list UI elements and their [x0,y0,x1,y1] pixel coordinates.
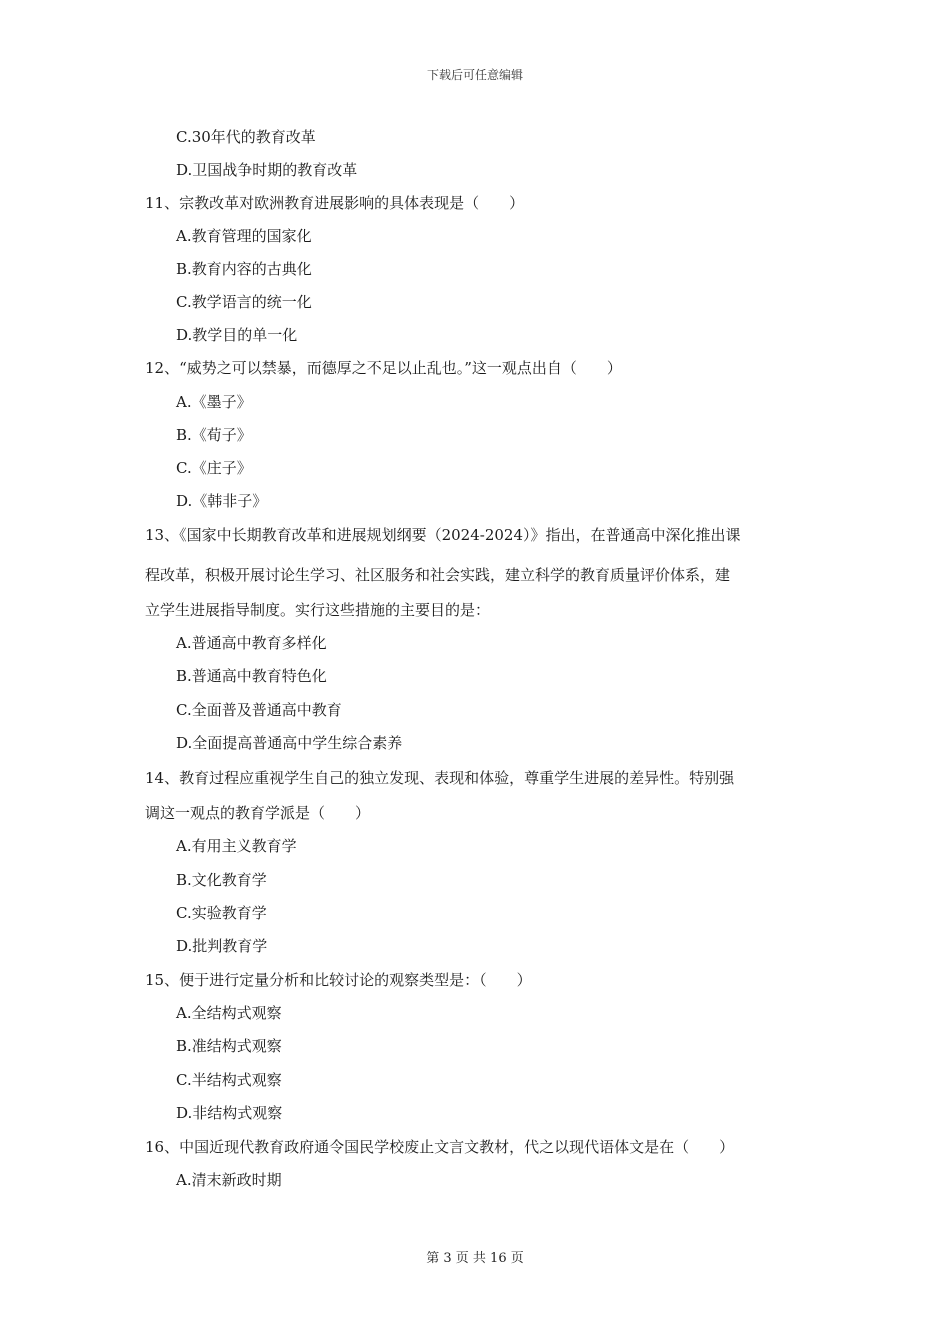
option-text: D.批判教育学 [176,937,268,955]
question-text: 程改革，积极开展讨论生学习、社区服务和社会实践，建立科学的教育质量评价体系，建 [145,566,731,584]
option-text: D.《韩非子》 [176,492,268,510]
option-text: D.非结构式观察 [176,1104,283,1122]
question-text: 13、《国家中长期教育改革和进展规划纲要（2024-2024）》指出，在普通高中深化推出课 [145,526,741,544]
page-footer: 第 3 页 共 16 页 [426,1251,524,1266]
question-text: 12、“威势之可以禁暴，而德厚之不足以止乱也。”这一观点出自（ ） [145,359,622,377]
option-text: D.卫国战争时期的教育改革 [176,161,358,179]
question-text: 15、便于进行定量分析和比较讨论的观察类型是：（ ） [145,971,532,989]
option-text: A.《墨子》 [176,393,252,411]
option-text: C.半结构式观察 [176,1071,282,1089]
option-text: D.全面提高普通高中学生综合素养 [176,734,403,752]
option-text: A.全结构式观察 [176,1004,282,1022]
question-text: 16、中国近现代教育政府通令国民学校废止文言文教材，代之以现代语体文是在（ ） [145,1138,735,1156]
option-text: C.《庄子》 [176,459,252,477]
option-text: C.30年代的教育改革 [176,128,316,146]
option-text: B.文化教育学 [176,871,267,889]
option-text: A.清末新政时期 [176,1171,282,1189]
question-text: 14、教育过程应重视学生自己的独立发现、表现和体验，尊重学生进展的差异性。特别强 [145,769,735,787]
question-text: 11、宗教改革对欧洲教育进展影响的具体表现是（ ） [145,194,525,212]
question-text: 立学生进展指导制度。实行这些措施的主要目的是： [145,601,491,619]
option-text: C.实验教育学 [176,904,267,922]
option-text: A.有用主义教育学 [176,837,297,855]
question-text: 调这一观点的教育学派是（ ） [145,804,371,822]
option-text: C.教学语言的统一化 [176,293,312,311]
option-text: B.普通高中教育特色化 [176,667,327,685]
option-text: A.普通高中教育多样化 [176,634,327,652]
page-header: 下载后可任意编辑 [426,68,523,82]
option-text: B.《荀子》 [176,426,252,444]
option-text: C.全面普及普通高中教育 [176,701,342,719]
option-text: B.准结构式观察 [176,1037,282,1055]
option-text: D.教学目的单一化 [176,326,298,344]
option-text: B.教育内容的古典化 [176,260,312,278]
option-text: A.教育管理的国家化 [176,227,312,245]
